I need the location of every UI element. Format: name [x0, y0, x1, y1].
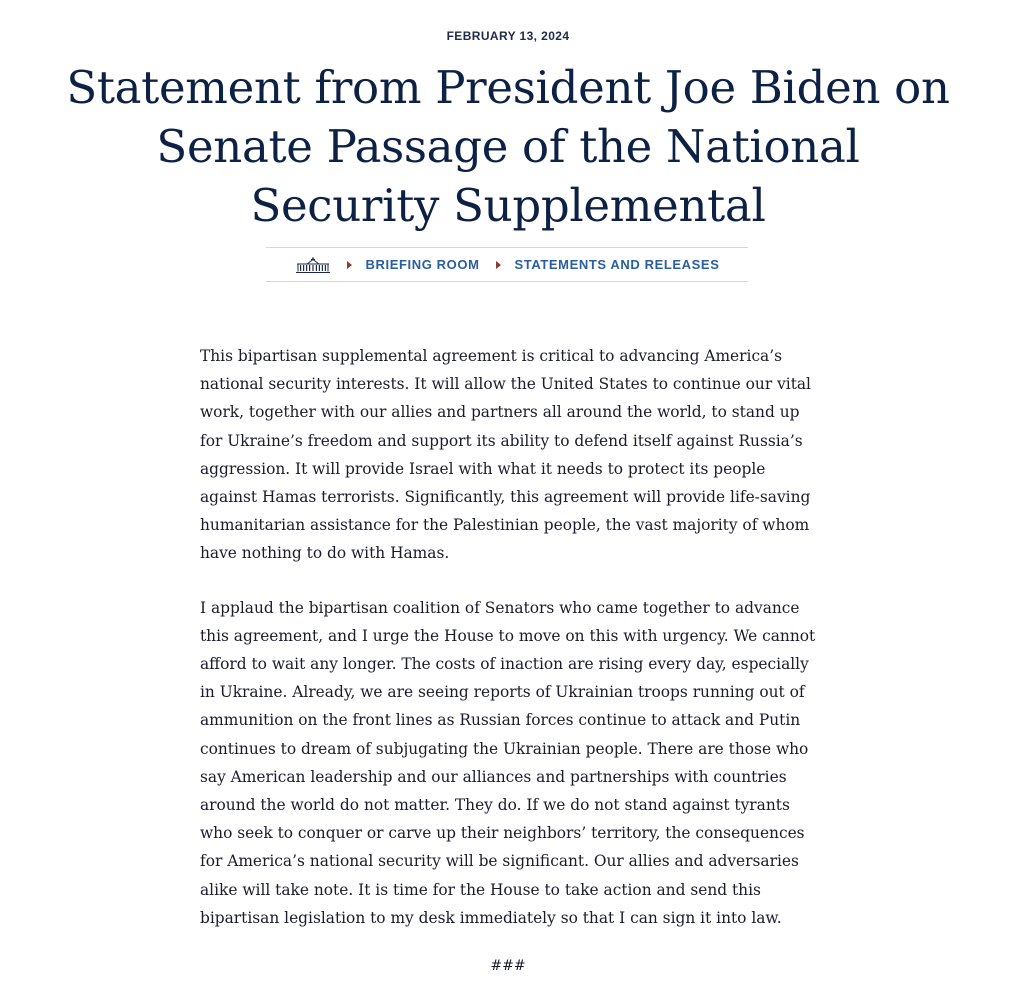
- end-mark: ###: [490, 958, 526, 974]
- white-house-icon[interactable]: [295, 257, 331, 273]
- breadcrumb-briefing-room[interactable]: BRIEFING ROOM: [365, 257, 480, 272]
- breadcrumb-separator-icon: [496, 261, 501, 269]
- breadcrumb-statements-and-releases[interactable]: STATEMENTS AND RELEASES: [514, 257, 720, 272]
- breadcrumb: [266, 247, 748, 282]
- paragraph: This bipartisan supplemental agreement is critical to advancing America’s national security interests. It will allow the United States to continue our vital work, together with our allies and partners all around the world, to stand up for Ukraine’s freedom and support its ability to defend itself against Russia’s aggression. It will provide Israel with what it needs to protect its people against Hamas terrorists. Significantly, this agreement will provide life-saving humanitarian assistance for the Palestinian people, the vast majority of whom have nothing to do with Hamas.: [200, 347, 811, 563]
- breadcrumb-separator-icon: [347, 261, 352, 269]
- paragraph: I applaud the bipartisan coalition of Senators who came together to advance this agreement, and I urge the House to move on this with urgency. We cannot afford to wait any longer. The costs of inaction are rising every day, especially in Ukraine. Already, we are seeing reports of Ukrainian troops running out of ammunition on the front lines as Russian forces continue to attack and Putin continues to dream of subjugating the Ukrainian people. There are those who say American leadership and our alliances and partnerships with countries around the world do not matter. They do. If we do not stand against tyrants who seek to conquer or carve up their neighbors’ territory, the consequences for America’s national security will be significant. Our allies and adversaries alike will take note. It is time for the House to take action and send this bipartisan legislation to my desk immediately so that I can sign it into law.: [200, 598, 816, 927]
- page-title: Statement from President Joe Biden on Senate Passage of the National Security Supplemental: [66, 61, 950, 232]
- article-body: [200, 342, 820, 958]
- publish-date: FEBRUARY 13, 2024: [446, 29, 570, 43]
